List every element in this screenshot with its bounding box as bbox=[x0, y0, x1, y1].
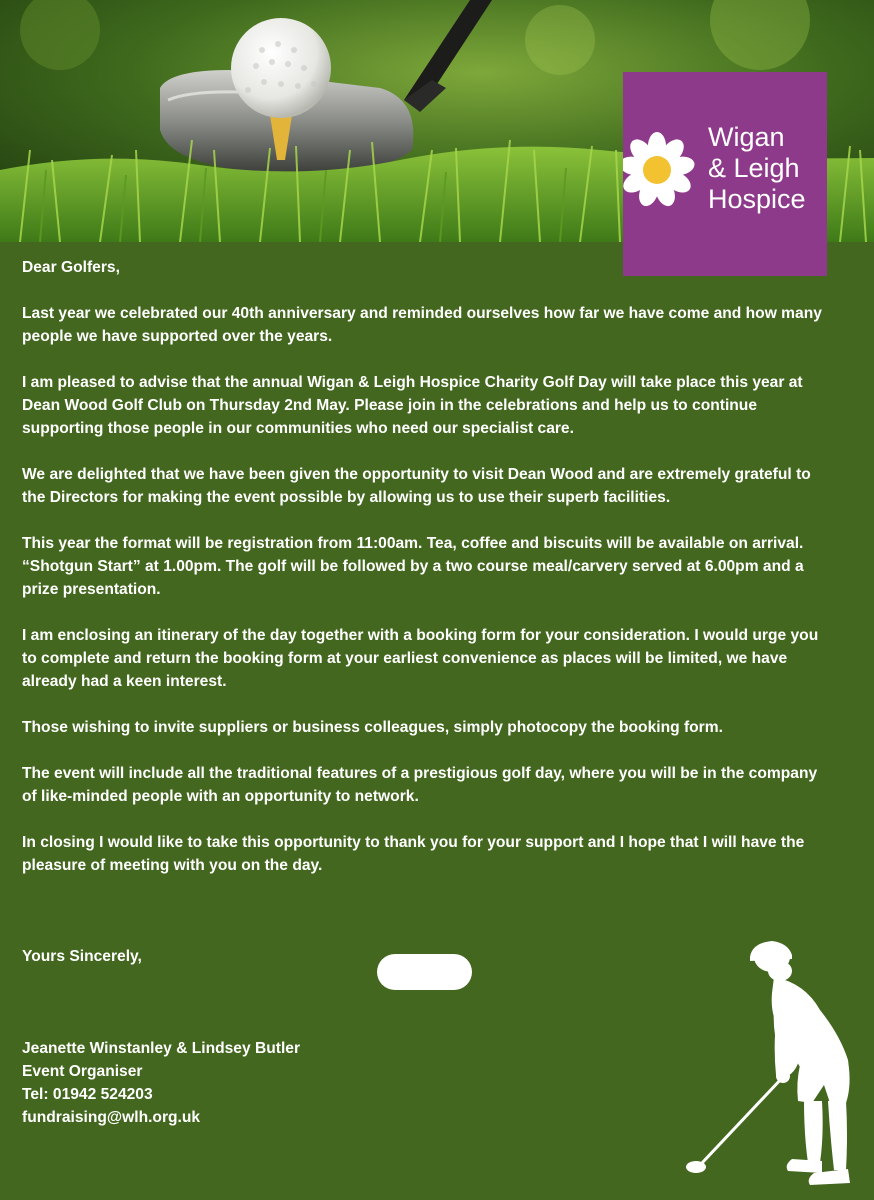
paragraph-dean-wood: We are delighted that we have been given the opportunity to visit Dean Wood and are extremely grateful to the Directors for making the event possible by allowing us to use their superb facilities. bbox=[22, 466, 811, 506]
paragraph-format: This year the format will be registration from 11:00am. Tea, coffee and biscuits will be available on arrival. “Shotgun Start” at 1.00pm. The golf will be followed by a two course meal/carvery served at 6.00pm and a prize presentation. bbox=[22, 535, 804, 598]
sign-off: Yours Sincerely, bbox=[22, 948, 142, 965]
greeting: Dear Golfers, bbox=[22, 259, 120, 276]
paragraph-invite: Those wishing to invite suppliers or business colleagues, simply photocopy the booking form. bbox=[22, 719, 723, 736]
telephone: Tel: 01942 524203 bbox=[22, 1086, 153, 1103]
contact-block bbox=[22, 1037, 300, 1129]
email-address: fundraising@wlh.org.uk bbox=[22, 1109, 201, 1126]
hospice-logo bbox=[623, 72, 827, 276]
paragraph-closing: In closing I would like to take this opportunity to thank you for your support and I hope that I will have the pleasure of meeting with you on the day. bbox=[22, 834, 805, 874]
logo-line-3: Hospice bbox=[708, 184, 806, 214]
signature-redaction bbox=[377, 954, 472, 990]
paragraph-anniversary: Last year we celebrated our 40th anniversary and reminded ourselves how far we have come and how many people we have supported over the years. bbox=[22, 305, 822, 345]
paragraph-golf-day: I am pleased to advise that the annual Wigan & Leigh Hospice Charity Golf Day will take place this year at Dean Wood Golf Club on Thursday 2nd May. Please join in the celebrations and help us to continue supporting those people in our communities who need our specialist care. bbox=[22, 374, 803, 437]
paragraph-features: The event will include all the traditional features of a prestigious golf day, where you will be in the company of like-minded people with an opportunity to network. bbox=[22, 765, 818, 805]
paragraph-booking: I am enclosing an itinerary of the day together with a booking form for your consideration. I would urge you to complete and return the booking form at your earliest convenience as places will be limited, we have already had a keen interest. bbox=[22, 627, 819, 690]
logo-line-1: Wigan bbox=[708, 122, 785, 152]
logo-wordmark bbox=[708, 122, 806, 215]
organiser-role: Event Organiser bbox=[22, 1063, 143, 1080]
organiser-names: Jeanette Winstanley & Lindsey Butler bbox=[22, 1040, 301, 1057]
golfer-silhouette-icon bbox=[680, 935, 860, 1200]
logo-line-2: & Leigh bbox=[708, 153, 800, 183]
letter-body bbox=[22, 256, 822, 900]
daisy-icon bbox=[623, 118, 703, 228]
